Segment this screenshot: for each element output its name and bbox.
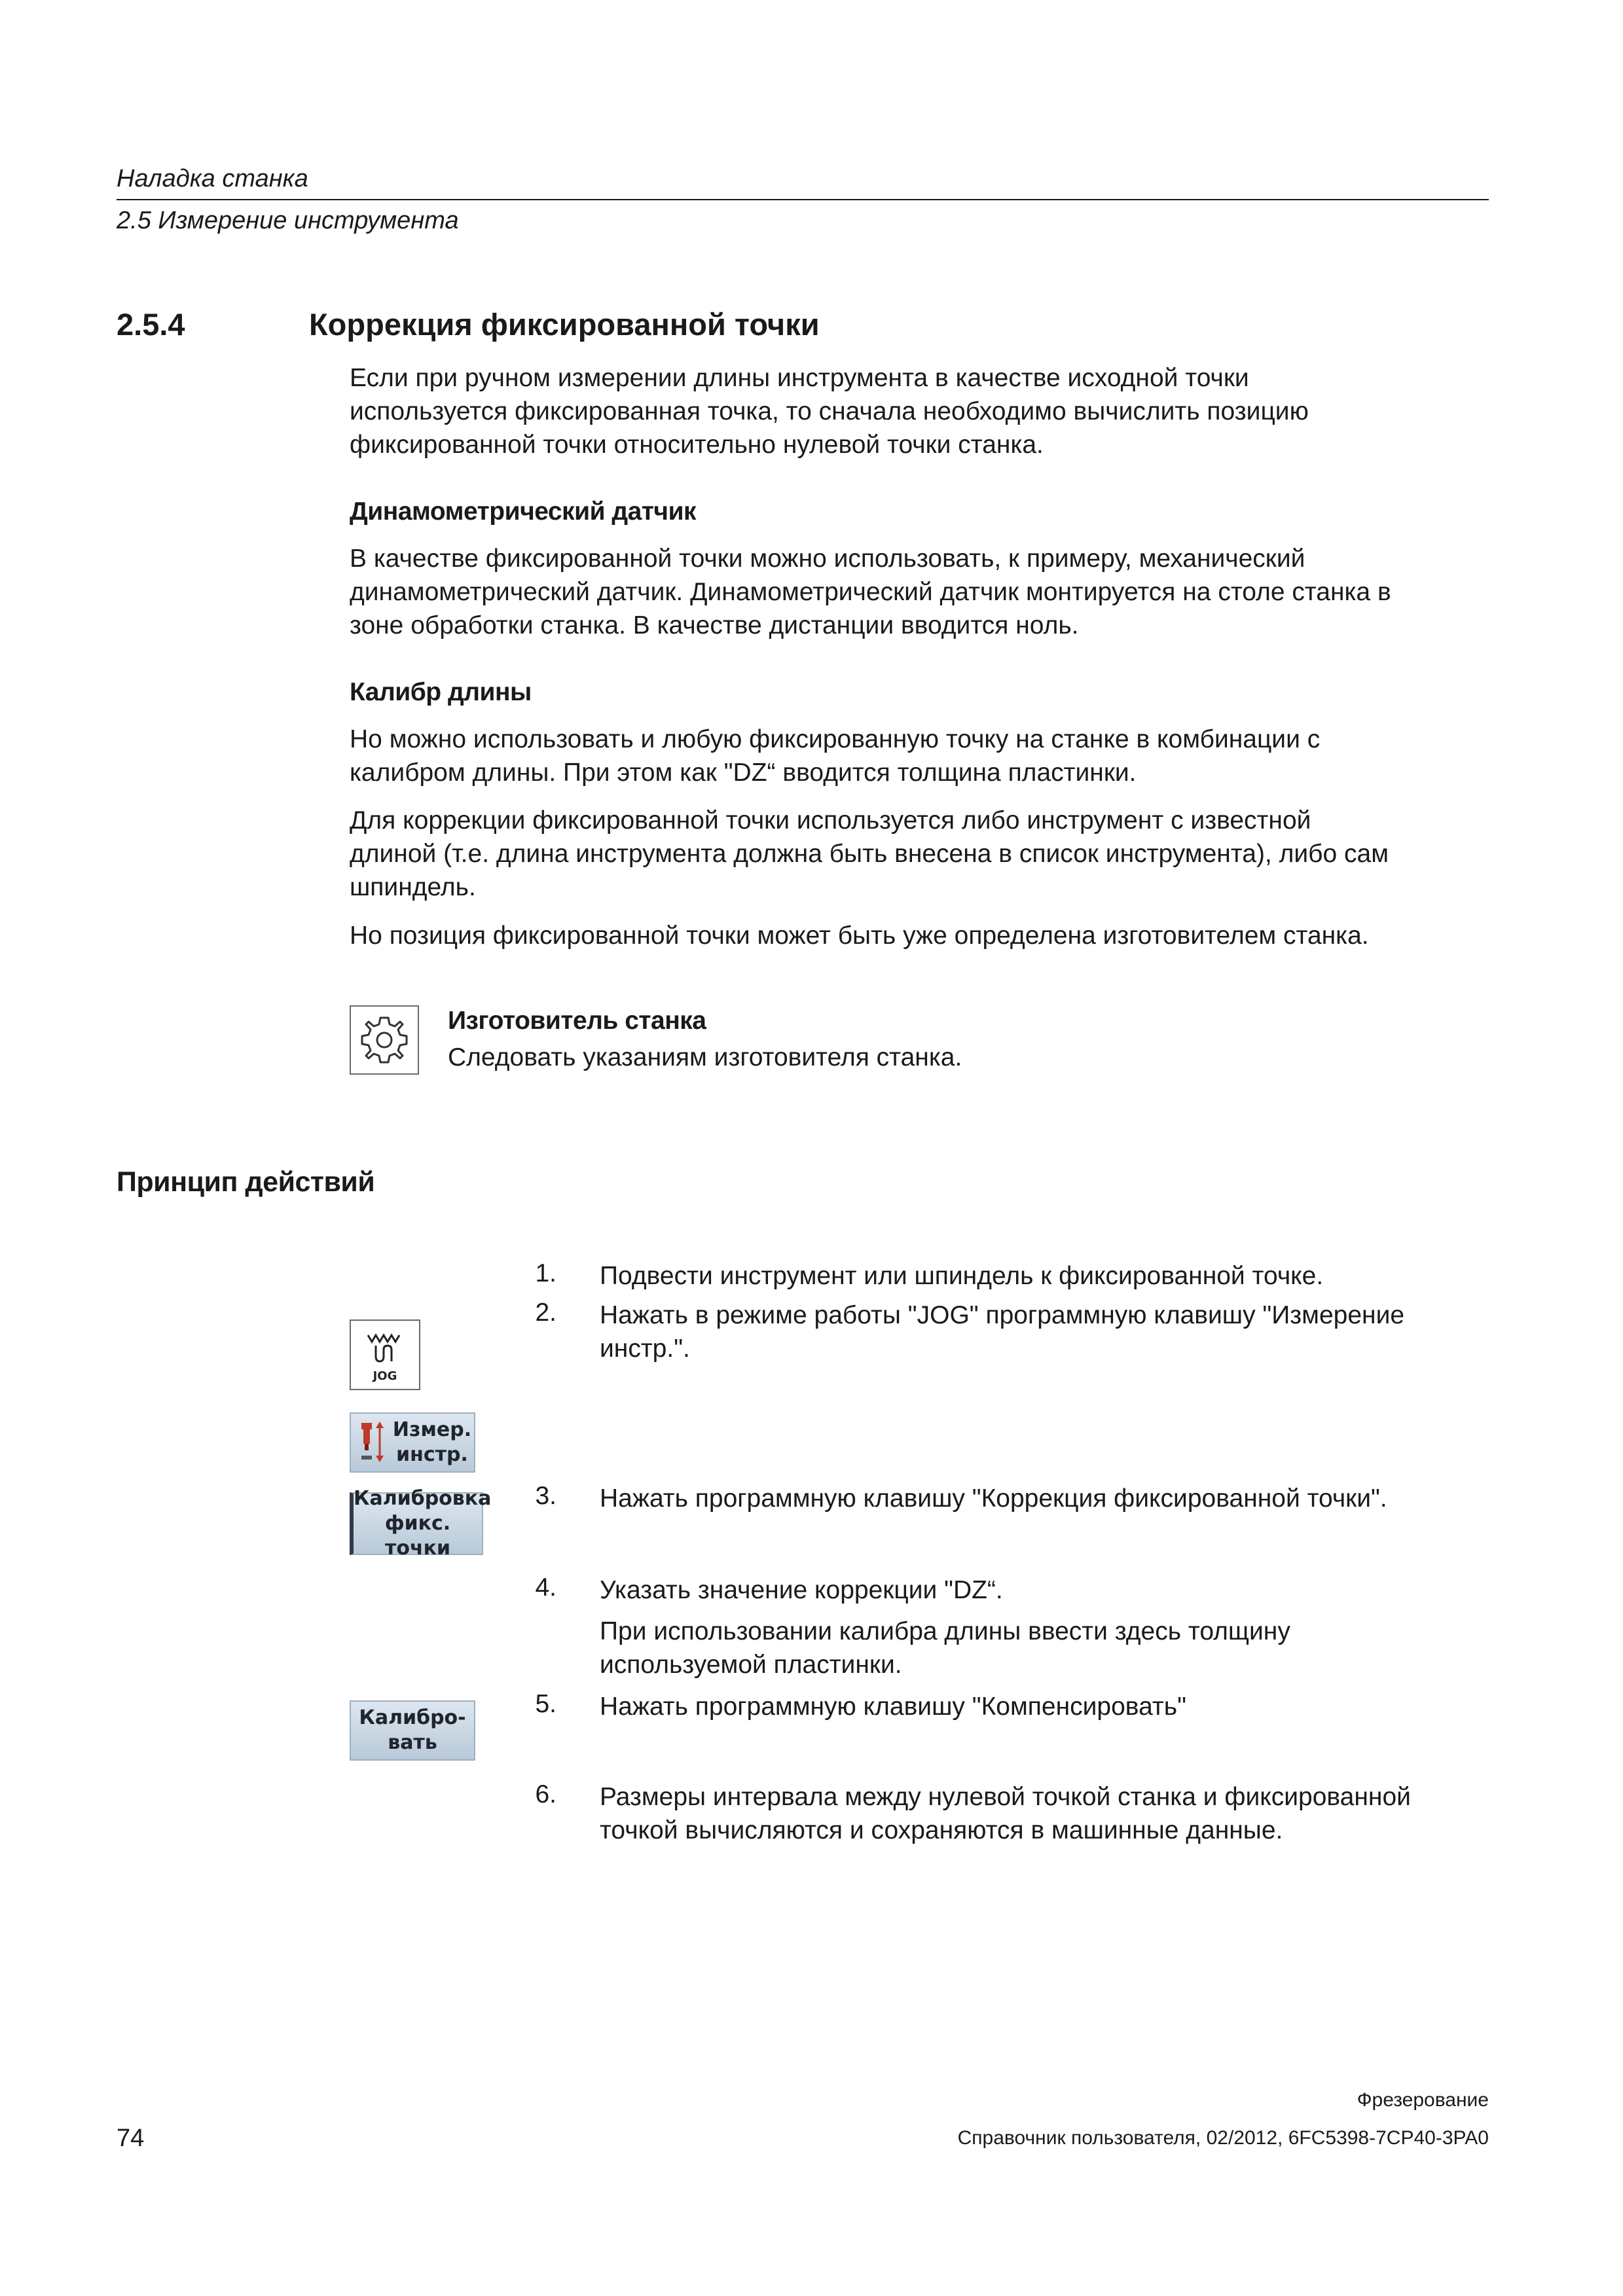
text-line: фиксированной точки относительно нулевой точки станка. (350, 431, 1044, 459)
calibrate-fixed-point-softkey[interactable] (350, 1487, 492, 1560)
softkey-label: вать (388, 1731, 437, 1754)
step-text (600, 1573, 1489, 1681)
text-line: Но можно использовать и любую фиксированную точку на станке в комбинации с (350, 725, 1321, 753)
text-line: В качестве фиксированной точки можно использовать, к примеру, механический (350, 545, 1305, 573)
softkey-label: Измер. (392, 1418, 472, 1441)
text-line: Нажать программную клавишу "Компенсировать" (600, 1693, 1186, 1721)
dynamometer-paragraph (350, 542, 1489, 642)
text-line: длиной (т.е. длина инструмента должна быть внесена в список инструмента), либо сам (350, 840, 1389, 868)
measure-tool-softkey[interactable] (350, 1412, 475, 1473)
text-line: используемой пластинки. (600, 1651, 902, 1679)
tool-measure-icon (360, 1419, 386, 1465)
calibrate-softkey[interactable] (350, 1700, 475, 1761)
step-text (600, 1780, 1489, 1847)
step-note (600, 1615, 1489, 1681)
text-line: зоне обработки станка. В качестве дистанции вводится ноль. (350, 611, 1079, 639)
text-line: Для коррекции фиксированной точки используется либо инструмент с известной (350, 806, 1311, 834)
step-number: 2. (535, 1299, 556, 1327)
text-line: Указать значение коррекции "DZ“. (600, 1576, 1003, 1604)
header-rule (117, 199, 1489, 200)
header-chapter: Наладка станка (117, 165, 308, 192)
footer-product: Фрезерование (1357, 2089, 1489, 2111)
softkey-label: инстр. (396, 1443, 468, 1466)
jog-label: JOG (373, 1369, 397, 1383)
page-number: 74 (117, 2125, 145, 2152)
section-title: Коррекция фиксированной точки (309, 307, 820, 342)
text-line: калибром длины. При этом как "DZ“ вводится толщина пластинки. (350, 759, 1137, 787)
header-section: 2.5 Измерение инструмента (117, 207, 459, 234)
text-line: точкой вычисляются и сохраняются в машинные данные. (600, 1816, 1283, 1844)
jog-key[interactable] (350, 1319, 420, 1390)
text-line: При использовании калибра длины ввести здесь толщину (600, 1617, 1290, 1645)
text-line: Если при ручном измерении длины инструмента в качестве исходной точки (350, 364, 1249, 392)
text-line: инстр.". (600, 1335, 690, 1363)
step-text (600, 1690, 1489, 1723)
softkey-label: Калибро- (359, 1706, 466, 1729)
step-number: 3. (535, 1482, 556, 1510)
footer-manual: Справочник пользователя, 02/2012, 6FC5398-7CP40-3PA0 (957, 2127, 1489, 2149)
step-text (600, 1299, 1489, 1365)
text-line: Нажать программную клавишу "Коррекция фиксированной точки". (600, 1484, 1387, 1513)
subheading-dynamometer: Динамометрический датчик (350, 497, 697, 526)
gauge-paragraph-1 (350, 723, 1489, 789)
text-line: шпиндель. (350, 873, 476, 901)
note-text: Следовать указаниям изготовителя станка. (448, 1043, 962, 1071)
step-number: 5. (535, 1690, 556, 1718)
text-line: динамометрический датчик. Динамометрический датчик монтируется на столе станка в (350, 578, 1391, 606)
step-number: 1. (535, 1259, 556, 1287)
intro-paragraph (350, 361, 1489, 461)
subheading-length-gauge: Калибр длины (350, 678, 532, 706)
softkey-label: фикс. точки (384, 1512, 451, 1560)
text-line: Размеры интервала между нулевой точкой станка и фиксированной (600, 1783, 1411, 1811)
text-line: Нажать в режиме работы "JOG" программную клавишу "Измерение (600, 1301, 1405, 1329)
text-line: Подвести инструмент или шпиндель к фиксированной точке. (600, 1262, 1324, 1290)
step-number: 6. (535, 1780, 556, 1808)
gear-icon (350, 1005, 419, 1075)
step-number: 4. (535, 1573, 556, 1602)
gauge-paragraph-2 (350, 804, 1489, 904)
gauge-paragraph-3: Но позиция фиксированной точки может быть уже определена изготовителем станка. (350, 922, 1369, 950)
text-line: используется фиксированная точка, то сначала необходимо вычислить позицию (350, 397, 1309, 425)
section-number: 2.5.4 (117, 307, 185, 342)
procedure-title: Принцип действий (117, 1166, 375, 1198)
note-title: Изготовитель станка (448, 1007, 706, 1035)
step-text (600, 1259, 1489, 1293)
step-text (600, 1482, 1489, 1515)
softkey-label: Калибровка (354, 1487, 492, 1510)
